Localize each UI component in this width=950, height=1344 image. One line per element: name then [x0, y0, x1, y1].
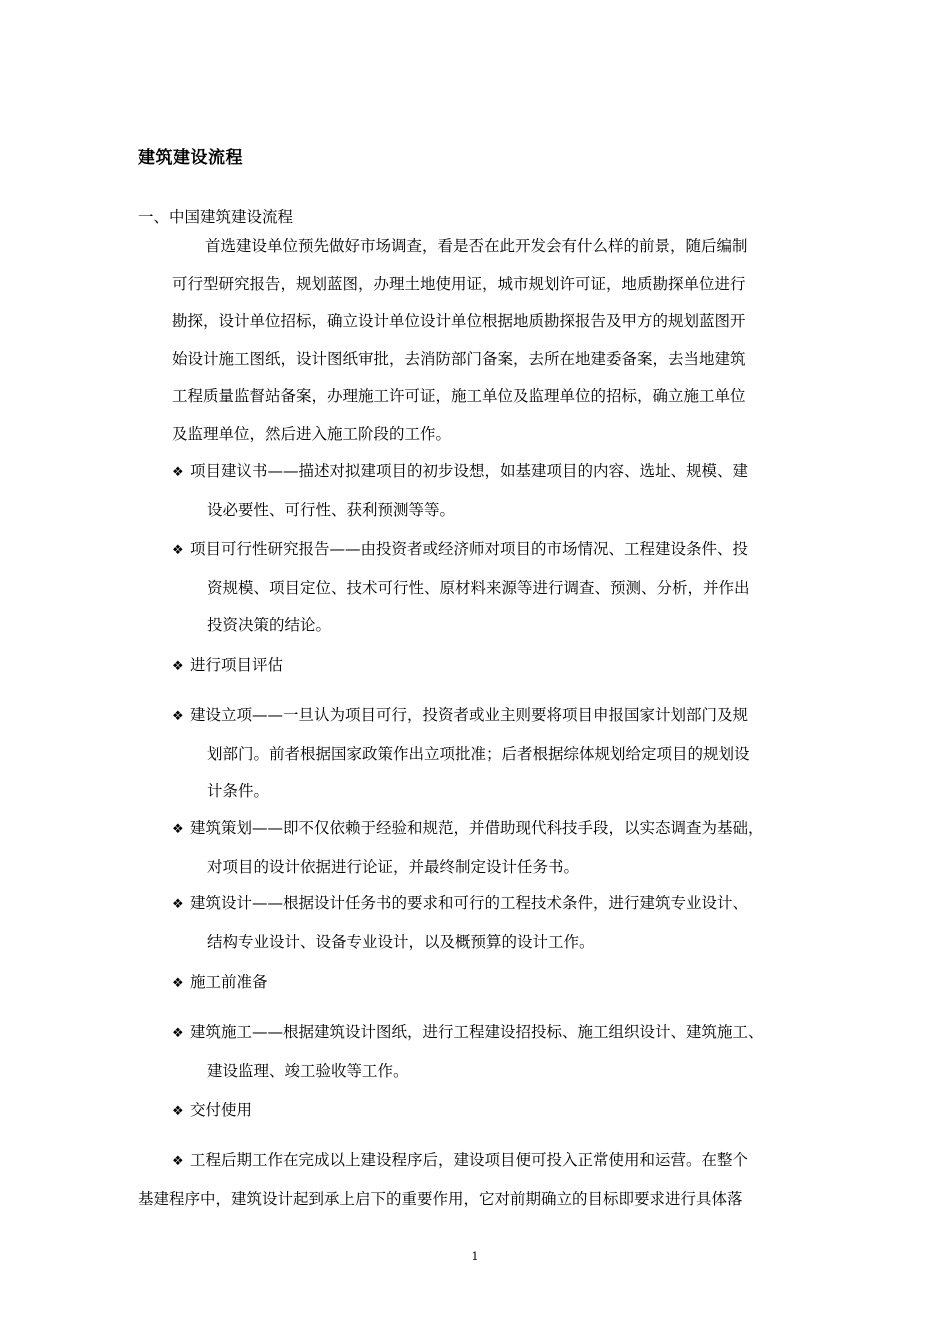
intro-line: 及监理单位，然后进入施工阶段的工作。	[172, 424, 452, 443]
list-item-text: 资规模、项目定位、技术可行性、原材料来源等进行调查、预测、分析，并作出	[207, 578, 750, 597]
list-item-text: 项目可行性研究报告——由投资者或经济师对项目的市场情况、工程建设条件、投	[190, 540, 749, 558]
closing-paragraph	[138, 1142, 828, 1218]
diamond-bullet-icon: ❖	[172, 659, 184, 674]
intro-line: 始设计施工图纸，设计图纸审批，去消防部门备案，去所在地建委备案，去当地建筑	[172, 349, 746, 368]
list-item-text: 项目建议书——描述对拟建项目的初步设想，如基建项目的内容、选址、规模、建	[190, 462, 749, 480]
list-item-text: 交付使用	[190, 1101, 253, 1119]
diamond-bullet-icon: ❖	[172, 1104, 184, 1119]
diamond-bullet-icon: ❖	[172, 897, 184, 912]
list-item	[172, 697, 827, 811]
list-item-text: 结构专业设计、设备专业设计，以及概预算的设计工作。	[207, 932, 595, 951]
intro-paragraph	[172, 228, 822, 453]
list-item-text: 计条件。	[207, 782, 270, 800]
list-item	[172, 647, 827, 686]
closing-line: 工程后期工作在完成以上建设程序后，建设项目便可投入正常使用和运营。在整个	[190, 1151, 749, 1169]
list-item	[172, 964, 827, 1003]
list-item-text: 设必要性、可行性、获利预测等等。	[207, 500, 456, 519]
page-number: 1	[471, 1250, 479, 1263]
list-item-text: 建筑施工——根据建筑设计图纸，进行工程建设招投标、施工组织设计、建筑施工、	[190, 1023, 764, 1041]
diamond-bullet-icon: ❖	[172, 543, 184, 558]
closing-line: 基建程序中，建筑设计起到承上启下的重要作用，它对前期确立的目标即要求进行具体落	[138, 1189, 743, 1208]
diamond-bullet-icon: ❖	[172, 465, 184, 480]
diamond-bullet-icon: ❖	[172, 1154, 184, 1169]
list-item-text: 对项目的设计依据进行论证，并最终制定设计任务书。	[207, 857, 580, 876]
diamond-bullet-icon: ❖	[172, 976, 184, 991]
list-item-text: 划部门。前者根据国家政策作出立项批准；后者根据综体规划给定项目的规划设	[207, 744, 750, 763]
diamond-bullet-icon: ❖	[172, 709, 184, 724]
list-item	[172, 885, 827, 961]
section-heading: 一、中国建筑建设流程	[138, 208, 294, 226]
intro-line: 可行型研究报告，规划蓝图，办理土地使用证，城市规划许可证，地质勘探单位进行	[172, 274, 746, 293]
list-item-text: 建设立项——一旦认为项目可行，投资者或业主则要将项目申报国家计划部门及规	[190, 706, 749, 724]
list-item	[172, 1014, 827, 1090]
document-title: 建筑建设流程	[138, 148, 243, 168]
list-item-text: 进行项目评估	[190, 656, 284, 674]
list-item-text: 建设监理、竣工验收等工作。	[207, 1061, 409, 1080]
diamond-bullet-icon: ❖	[172, 822, 184, 837]
list-item	[172, 810, 827, 886]
list-item	[172, 531, 827, 645]
list-item-text: 施工前准备	[190, 973, 268, 991]
list-item	[172, 453, 827, 529]
intro-line: 首选建设单位预先做好市场调查，看是否在此开发会有什么样的前景，随后编制	[205, 237, 748, 255]
list-item-text: 投资决策的结论。	[207, 616, 332, 634]
list-item-text: 建筑设计——根据设计任务书的要求和可行的工程技术条件，进行建筑专业设计、	[190, 894, 749, 912]
list-item-text: 建筑策划——即不仅依赖于经验和规范，并借助现代科技手段，以实态调查为基础，	[190, 819, 764, 837]
diamond-bullet-icon: ❖	[172, 1026, 184, 1041]
list-item	[172, 1092, 827, 1131]
intro-line: 勘探，设计单位招标，确立设计单位设计单位根据地质勘探报告及甲方的规划蓝图开	[172, 312, 746, 330]
intro-line: 工程质量监督站备案，办理施工许可证，施工单位及监理单位的招标，确立施工单位	[172, 387, 746, 405]
